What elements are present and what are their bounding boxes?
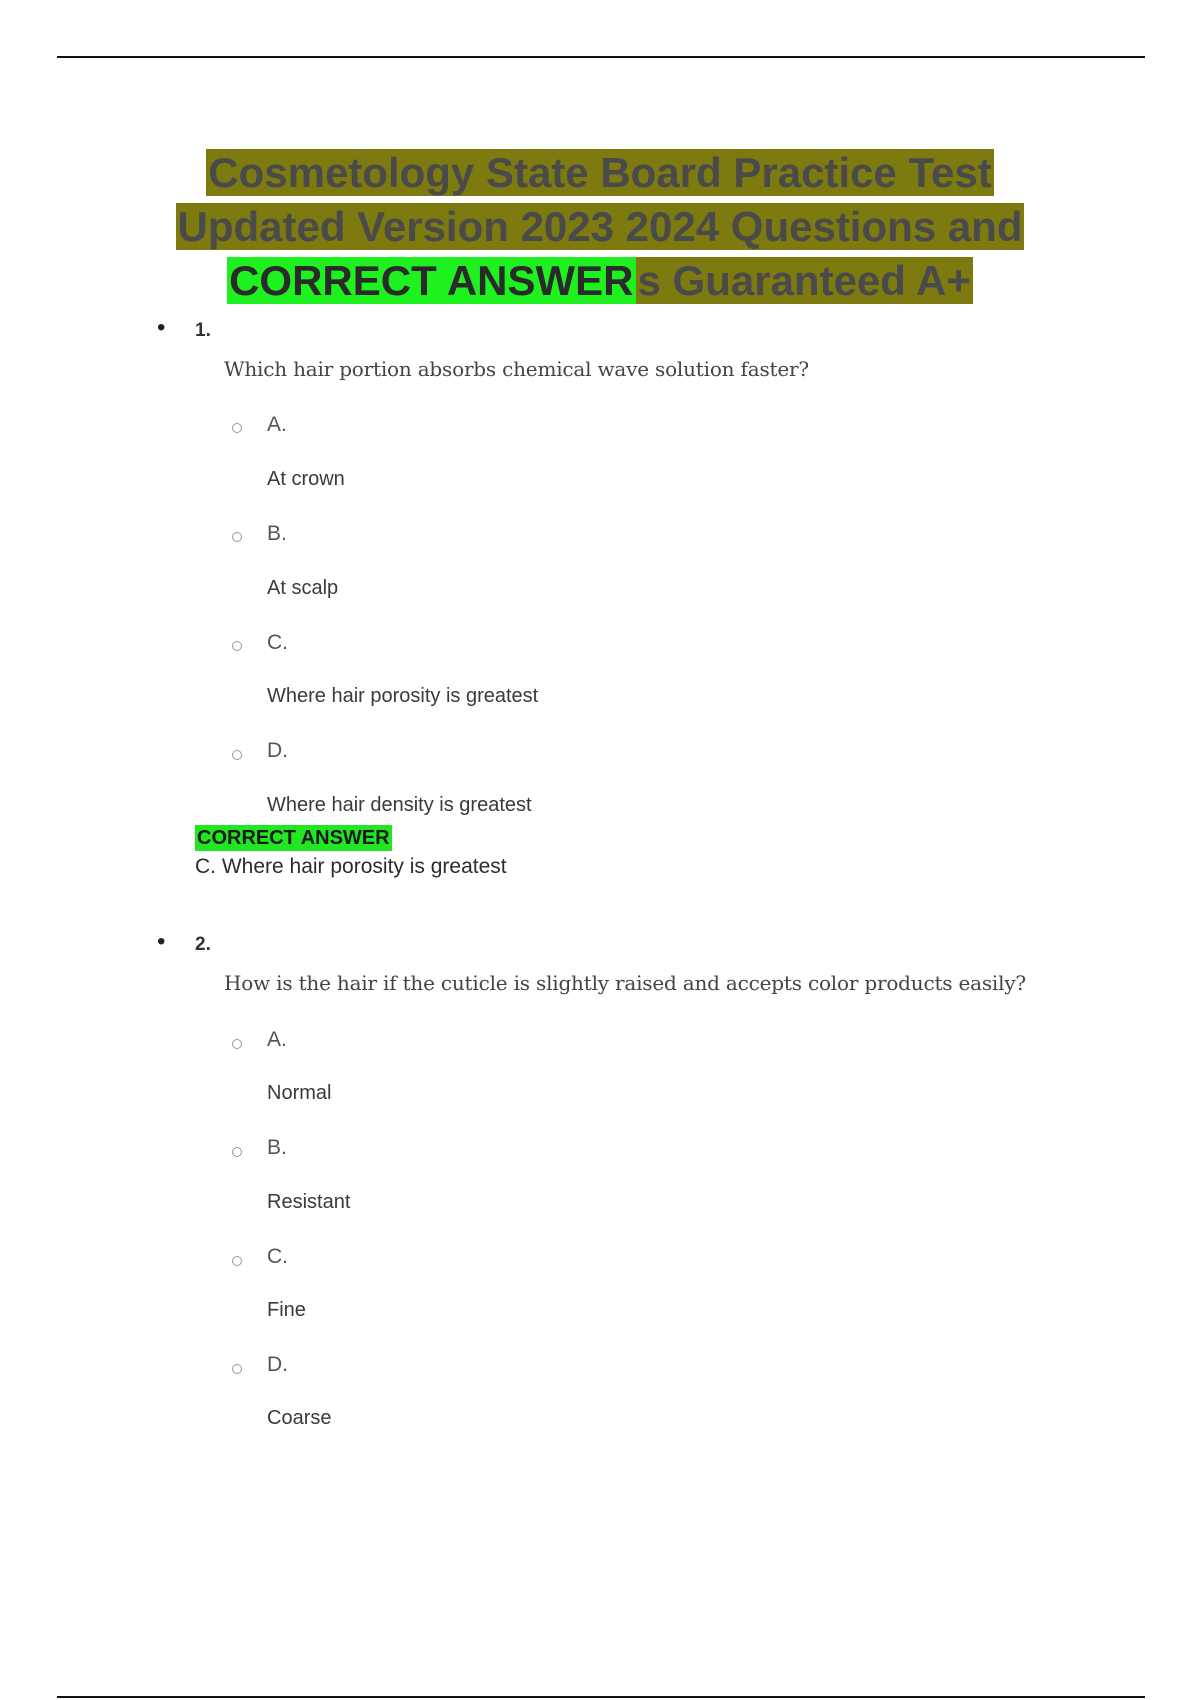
option-letter: A. [267,413,287,436]
option-circle-icon [232,532,242,542]
option-letter: B. [267,1136,287,1159]
option-letter: C. [267,1245,288,1268]
option-text: Fine [267,1299,306,1321]
document-title [150,146,1050,308]
option-circle-icon [232,750,242,760]
option-text: At crown [267,468,345,490]
option-circle-icon [232,1039,242,1049]
option-text: Coarse [267,1407,332,1429]
option-circle-icon [232,1364,242,1374]
bullet-icon: • [157,314,166,341]
option-letter: D. [267,1353,288,1376]
correct-answer-text: C. Where hair porosity is greatest [195,855,507,878]
title-line-2: Updated Version 2023 2024 Questions and [177,203,1023,250]
question-number: 1. [195,320,211,341]
title-line-1: Cosmetology State Board Practice Test [208,149,992,196]
option-circle-icon [232,423,242,433]
option-text: Where hair porosity is greatest [267,685,539,707]
top-rule [57,56,1145,58]
title-correct-answer-highlight: CORRECT ANSWER [229,257,634,304]
option-letter: A. [267,1028,287,1051]
option-circle-icon [232,641,242,651]
option-circle-icon [232,1256,242,1266]
option-text: At scalp [267,577,339,599]
option-text: Normal [267,1082,332,1104]
question-stem: How is the hair if the cuticle is slightly raised and accepts color products easily? [224,971,1026,995]
option-letter: C. [267,631,288,654]
option-letter: D. [267,739,288,762]
correct-answer-label: CORRECT ANSWER [197,827,390,849]
option-text: Where hair density is greatest [267,794,532,816]
bullet-icon: • [157,928,166,955]
option-letter: B. [267,522,287,545]
question-number: 2. [195,934,211,955]
question-stem: Which hair portion absorbs chemical wave solution faster? [224,357,809,381]
option-text: Resistant [267,1191,351,1213]
bottom-rule [57,1696,1145,1698]
option-circle-icon [232,1147,242,1157]
title-line-3: CORRECT ANSWERs Guaranteed A+ [229,257,971,304]
